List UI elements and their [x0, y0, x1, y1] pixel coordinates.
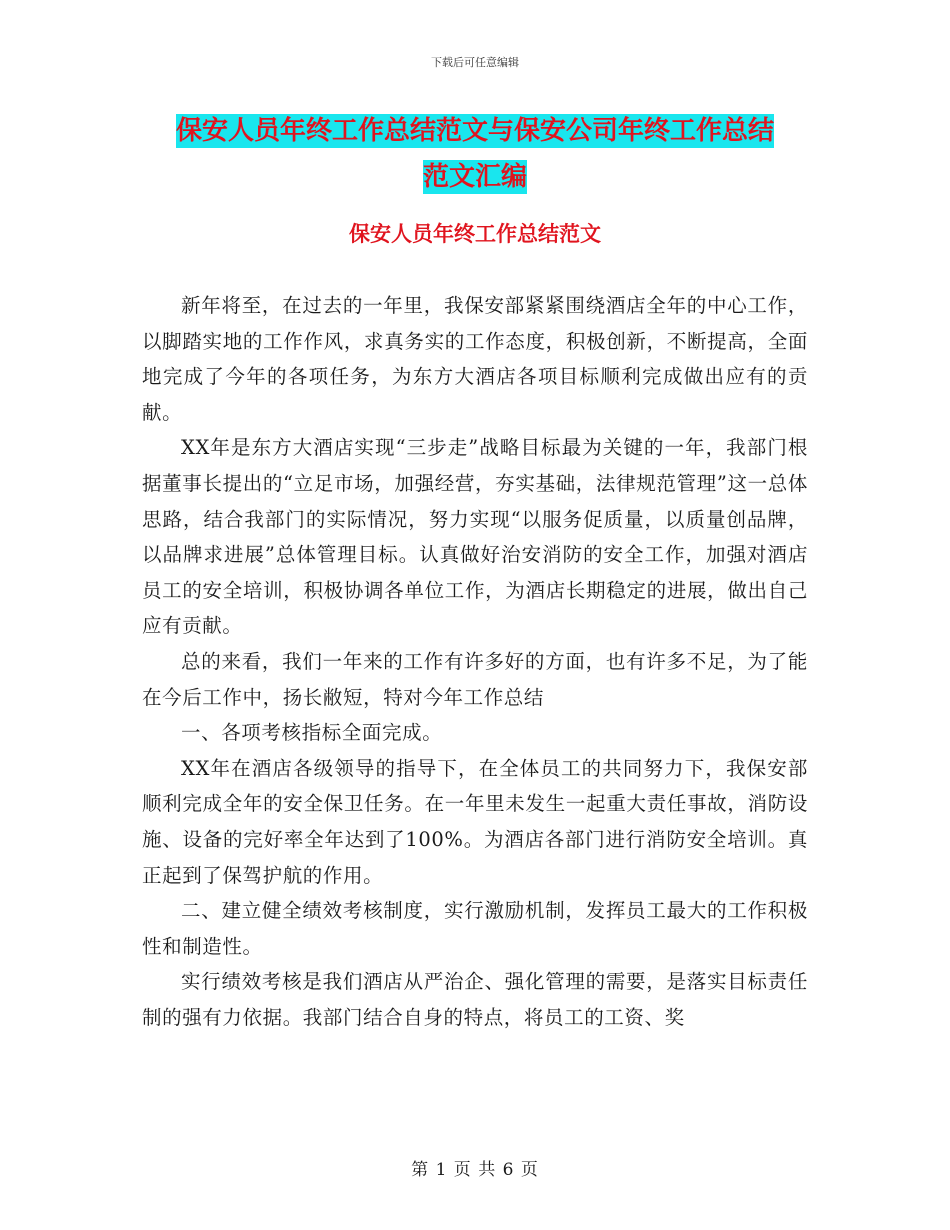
paragraph-heading: 一、各项考核指标全面完成。 — [181, 721, 443, 745]
paragraph: XX年在酒店各级领导的指导下，在全体员工的共同努力下，我保安部顺利完成全年的安全保卫任务。在一年里未发生一起重大责任事故，消防设施、设备的完好率全年达到了100%。为酒店各部门进行消防安全培训。真正起到了保驾护航的作用。 — [142, 756, 808, 887]
paragraph: XX年是东方大酒店实现“三步走”战略目标最为关键的一年，我部门根据董事长提出的“立足市场，加强经营，夯实基础，法律规范管理”这一总体思路，结合我部门的实际情况，努力实现“以服务促质量，以质量创品牌，以品牌求进展”总体管理目标。认真做好治安消防的安全工作，加强对酒店员工的安全培训，积极协调各单位工作，为酒店长期稳定的进展，做出自己应有贡献。 — [142, 436, 808, 638]
document-title-line-1: 保安人员年终工作总结范文与保安公司年终工作总结 — [175, 116, 774, 146]
paragraph: 新年将至，在过去的一年里，我保安部紧紧围绕酒店全年的中心工作，以脚踏实地的工作作风，求真务实的工作态度，积极创新，不断提高，全面地完成了今年的各项任务，为东方大酒店各项目标顺利完成做出应有的贡献。 — [142, 294, 808, 424]
paragraph: 实行绩效考核是我们酒店从严治企、强化管理的需要，是落实目标责任制的强有力依据。我部门结合自身的特点，将员工的工资、奖 — [142, 970, 808, 1029]
section-title: 保安人员年终工作总结范文 — [349, 222, 601, 246]
document-title — [150, 108, 800, 200]
document-title-line-2: 范文汇编 — [422, 162, 527, 192]
page-number-footer: 第 1 页 共 6 页 — [411, 1160, 539, 1180]
document-body — [142, 288, 808, 1035]
paragraph-heading: 二、建立健全绩效考核制度，实行激励机制，发挥员工最大的工作积极性和制造性。 — [142, 899, 808, 958]
paragraph: 总的来看，我们一年来的工作有许多好的方面，也有许多不足，为了能在今后工作中，扬长敝短，特对今年工作总结 — [142, 649, 808, 709]
header-note: 下载后可任意编辑 — [431, 56, 519, 69]
